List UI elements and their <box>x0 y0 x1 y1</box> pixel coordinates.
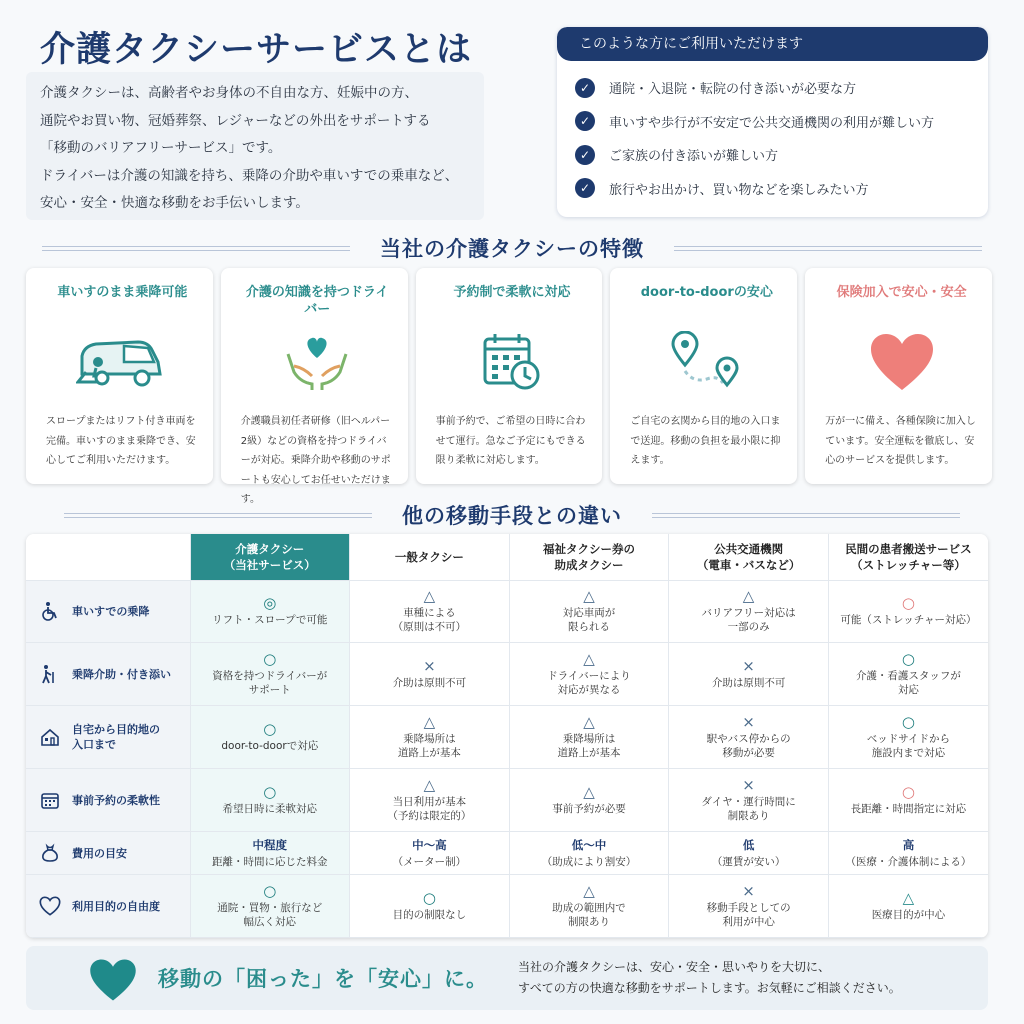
check-icon: ✓ <box>575 111 595 131</box>
rating-mark: △ <box>583 783 595 802</box>
table-cell <box>190 643 350 706</box>
rating-mark: ○ <box>901 783 915 802</box>
rating-mark: △ <box>583 713 595 732</box>
table-header-row <box>26 534 988 580</box>
list-item <box>575 105 988 139</box>
house-icon <box>38 727 62 747</box>
table-row <box>26 769 988 832</box>
cell-text: 目的の制限なし <box>392 909 467 922</box>
divider <box>64 513 372 518</box>
cell-text: 乗降場所は 道路上が基本 <box>397 733 461 760</box>
cell-text: ベッドサイドから 施設内まで対応 <box>866 733 951 760</box>
feature-title: 予約制で柔軟に対応 <box>453 285 571 300</box>
list-item <box>575 172 988 206</box>
calendar-clock-icon <box>436 322 589 402</box>
assist-icon <box>38 664 62 684</box>
table-body <box>26 580 988 938</box>
rating-mark: ○ <box>263 650 277 669</box>
wheelchair-van-icon <box>46 322 199 402</box>
column-header-line: 一般タクシー <box>394 549 464 564</box>
table-cell <box>190 580 350 643</box>
row-label-text: 費用の目安 <box>72 846 127 860</box>
table-cell <box>828 706 988 769</box>
row-label <box>26 769 190 832</box>
row-label-text: 自宅から目的地の 入口まで <box>72 723 160 752</box>
table-cell <box>190 769 350 832</box>
cost-level: 低 <box>742 837 755 852</box>
page-title: 介護タクシーサービスとは <box>40 30 473 70</box>
rating-mark: ○ <box>422 889 436 908</box>
table-cell <box>669 769 829 832</box>
row-label <box>26 706 190 769</box>
intro-line: 安心・安全・快適な移動をお手伝いします。 <box>40 195 309 211</box>
rating-mark: × <box>742 776 755 795</box>
cell-text: 希望日時に柔軟対応 <box>222 803 318 816</box>
comparison-table <box>26 534 988 938</box>
cell-text: 通院・買物・旅行など 幅広く対応 <box>217 902 323 929</box>
cell-text: 医療目的が中心 <box>871 909 946 922</box>
divider <box>674 246 982 251</box>
table-cell <box>828 875 988 938</box>
rating-mark: × <box>742 657 755 676</box>
cell-text: ダイヤ・運行時間に 制限あり <box>701 796 796 823</box>
table-cell <box>509 643 669 706</box>
table-row <box>26 832 988 875</box>
cell-text: 可能（ストレッチャー対応） <box>840 614 977 627</box>
check-icon: ✓ <box>575 178 595 198</box>
table-row <box>26 580 988 643</box>
feature-card <box>610 268 797 484</box>
table-cell <box>350 875 510 938</box>
cell-text: ドライバーにより 対応が異なる <box>547 670 631 697</box>
feature-title: 保険加入で安心・安全 <box>836 285 967 300</box>
rating-mark: △ <box>742 587 755 606</box>
column-header <box>350 534 510 580</box>
features-heading <box>26 233 998 263</box>
header-corner <box>26 534 190 580</box>
feature-text: ご自宅の玄関から目的地の入口まで送迎。移動の負担を最小限に抑えます。 <box>630 416 781 466</box>
rating-mark: △ <box>583 650 595 669</box>
intro-text <box>26 72 484 220</box>
table-cell <box>509 706 669 769</box>
cell-text: 移動手段としての 利用が中心 <box>706 902 791 929</box>
cost-level: 高 <box>902 837 915 852</box>
check-icon: ✓ <box>575 145 595 165</box>
cell-text: 長距離・時間指定に対応 <box>850 803 967 816</box>
row-label <box>26 580 190 643</box>
row-label <box>26 875 190 938</box>
footer-message-line: 当社の介護タクシーは、安心・安全・思いやりを大切に、 <box>518 960 831 974</box>
cell-text: 当日利用が基本 （予約は限定的） <box>387 796 472 823</box>
list-item-text: 旅行やお出かけ、買い物などを楽しみたい方 <box>609 182 869 198</box>
feature-card <box>805 268 992 484</box>
list-item-text: 車いすや歩行が不安定で公共交通機関の利用が難しい方 <box>609 115 935 131</box>
column-header <box>509 534 669 580</box>
cell-text: （助成により割安） <box>541 855 637 868</box>
intro-line: 介護タクシーは、高齢者やお身体の不自由な方、妊娠中の方、 <box>40 85 418 101</box>
table-cell <box>350 580 510 643</box>
calendar-icon <box>38 790 62 810</box>
row-label-text: 乗降介助・付き添い <box>72 667 171 681</box>
feature-text: 事前予約で、ご希望の日時に合わせて運行。急なご予定にもできる限り柔軟に対応します。 <box>435 416 586 466</box>
column-header-line: （当社サービス） <box>223 557 316 572</box>
footer-message <box>518 957 901 999</box>
comparison-grid <box>26 534 988 938</box>
heart-icon <box>88 958 138 1002</box>
intro-line: 「移動のバリアフリーサービス」です。 <box>40 140 282 156</box>
table-cell <box>669 580 829 643</box>
table-cell <box>828 832 988 875</box>
table-cell <box>190 706 350 769</box>
rating-mark: × <box>423 657 436 676</box>
table-cell <box>350 769 510 832</box>
table-row <box>26 706 988 769</box>
row-label-text: 事前予約の柔軟性 <box>72 793 160 807</box>
table-row <box>26 643 988 706</box>
feature-text: 万が一に備え、各種保険に加入しています。安全運転を徹底し、安心のサービスを提供します。 <box>825 416 976 466</box>
divider <box>652 513 960 518</box>
feature-cards <box>26 268 992 505</box>
rating-mark: △ <box>423 776 436 795</box>
cell-text: 助成の範囲内で 制限あり <box>552 902 626 929</box>
table-cell <box>350 706 510 769</box>
feature-title: 介護の知識を持つドライバー <box>245 285 389 317</box>
row-label-text: 車いすでの乗降 <box>72 604 150 618</box>
feature-title: door-to-doorの安心 <box>640 285 773 300</box>
cell-text: 車種による （原則は不可） <box>392 607 467 634</box>
intro-line: ドライバーは介護の知識を持ち、乗降の介助や車いすでの乗車など、 <box>40 167 459 184</box>
compare-heading-text: 他の移動手段との違い <box>402 504 622 528</box>
cell-text: 距離・時間に応じた料金 <box>212 855 328 868</box>
cost-level: 中〜高 <box>412 837 447 852</box>
table-cell <box>669 875 829 938</box>
row-label-text: 利用目的の自由度 <box>72 899 160 913</box>
table-cell <box>509 875 669 938</box>
wallet-icon <box>38 843 62 863</box>
cell-text: 事前予約が必要 <box>552 803 626 816</box>
features-heading-text: 当社の介護タクシーの特徴 <box>380 237 644 261</box>
table-row <box>26 875 988 938</box>
wheelchair-icon <box>38 601 62 621</box>
cell-text: 介護・看護スタッフが 対応 <box>855 670 961 697</box>
intro-line: 通院やお買い物、冠婚葬祭、レジャーなどの外出をサポートする <box>40 112 431 129</box>
target-users-card <box>557 27 988 217</box>
table-cell <box>669 832 829 875</box>
rating-mark: ○ <box>901 713 915 732</box>
rating-mark: △ <box>583 882 595 901</box>
cell-text: 対応車両が 限られる <box>562 607 616 634</box>
cell-text: （医療・介護体制による） <box>845 855 972 868</box>
column-header <box>828 534 988 580</box>
column-header-line: 福祉タクシー券の <box>542 541 635 556</box>
footer-banner <box>26 946 988 1010</box>
rating-mark: △ <box>423 713 436 732</box>
rating-mark: △ <box>583 587 595 606</box>
column-header-line: （電車・バスなど） <box>696 557 801 572</box>
list-item <box>575 71 988 105</box>
cost-level: 中程度 <box>252 837 288 852</box>
rating-mark: ○ <box>901 650 915 669</box>
cell-text: 駅やバス停からの 移動が必要 <box>706 733 791 760</box>
cell-text: 介助は原則不可 <box>392 677 467 690</box>
column-header-line: 民間の患者搬送サービス <box>845 541 972 556</box>
footer-message-line: すべての方の快適な移動をサポートします。お気軽にご相談ください。 <box>518 981 901 995</box>
column-header <box>190 534 350 580</box>
check-icon: ✓ <box>575 78 595 98</box>
table-cell <box>190 832 350 875</box>
table-cell <box>509 580 669 643</box>
rating-mark: △ <box>902 889 915 908</box>
column-header-line: 介護タクシー <box>235 541 305 556</box>
heart-outline-icon <box>38 896 62 916</box>
cell-text: バリアフリー対応は 一部のみ <box>701 607 796 634</box>
cell-text: （メーター制） <box>392 855 467 868</box>
list-item-text: 通院・入退院・転院の付き添いが必要な方 <box>609 82 857 98</box>
target-users-list <box>557 61 988 205</box>
table-cell <box>350 832 510 875</box>
table-cell <box>669 706 829 769</box>
cell-text: 資格を持つドライバーが サポート <box>212 670 328 697</box>
row-label <box>26 832 190 875</box>
route-pin-icon <box>630 322 783 402</box>
cell-text: 介助は原則不可 <box>711 677 786 690</box>
column-header <box>669 534 829 580</box>
rating-mark: × <box>742 882 755 901</box>
list-item-text: ご家族の付き添いが難しい方 <box>609 149 779 165</box>
rating-mark: × <box>742 713 755 732</box>
table-cell <box>350 643 510 706</box>
column-header-line: 助成タクシー <box>554 557 624 572</box>
divider <box>42 246 350 251</box>
rating-mark: ○ <box>263 783 277 802</box>
cost-level: 低〜中 <box>571 837 607 852</box>
column-header-line: （ストレッチャー等） <box>851 557 966 572</box>
cell-text: door-to-doorで対応 <box>221 740 319 753</box>
table-cell <box>509 832 669 875</box>
table-cell <box>669 643 829 706</box>
table-cell <box>828 580 988 643</box>
feature-card <box>221 268 408 505</box>
cell-text: （運賃が安い） <box>711 855 786 868</box>
feature-card <box>416 268 603 484</box>
rating-mark: ○ <box>263 720 277 739</box>
feature-text: 介護職員初任者研修（旧ヘルパー2級）などの資格を持つドライバーが対応。乗降介助や移動のサポートも安心してお任せいただけます。 <box>240 416 391 505</box>
heart-hands-icon <box>241 322 394 402</box>
rating-mark: ○ <box>263 882 277 901</box>
row-label <box>26 643 190 706</box>
table-cell <box>828 769 988 832</box>
target-users-heading: このような方にご利用いただけます <box>557 27 988 61</box>
column-header-line: 公共交通機関 <box>714 541 784 556</box>
rating-mark: △ <box>423 587 436 606</box>
feature-title: 車いすのまま乗降可能 <box>57 285 188 300</box>
compare-heading <box>26 500 998 530</box>
footer-catchphrase: 移動の「困った」を「安心」に。 <box>158 967 488 991</box>
cell-text: 乗降場所は 道路上が基本 <box>557 733 621 760</box>
table-cell <box>509 769 669 832</box>
heart-icon <box>825 322 978 402</box>
feature-card <box>26 268 213 484</box>
cell-text: リフト・スロープで可能 <box>212 614 328 627</box>
list-item <box>575 138 988 172</box>
table-cell <box>190 875 350 938</box>
table-cell <box>828 643 988 706</box>
rating-mark: ○ <box>901 594 915 613</box>
rating-mark: ◎ <box>263 594 277 613</box>
feature-text: スロープまたはリフト付き車両を完備。車いすのまま乗降でき、安心してご利用いただけます。 <box>46 416 196 466</box>
